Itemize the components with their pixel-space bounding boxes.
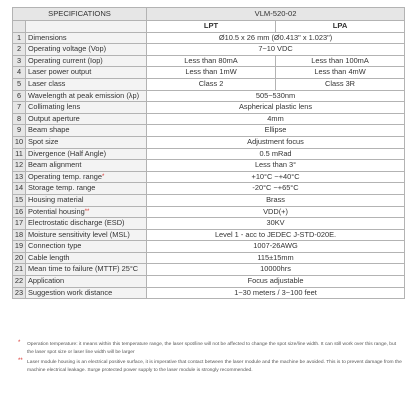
spec-label: Suggestion work distance <box>28 287 113 297</box>
row-number: 13 <box>13 171 26 183</box>
spec-label-cell <box>26 78 147 90</box>
lpa-value: Less than 100mA <box>276 55 405 67</box>
lpa-value: Less than 4mW <box>276 67 405 79</box>
spec-label-cell <box>26 44 147 56</box>
spec-value: VDD(+) <box>147 206 405 218</box>
lpt-value: Less than 1mW <box>147 67 276 79</box>
specifications-title: SPECIFICATIONS <box>13 8 147 21</box>
spec-label: Connection type <box>28 241 82 251</box>
spec-label-cell <box>26 113 147 125</box>
row-number: 6 <box>13 90 26 102</box>
spec-label-cell <box>26 148 147 160</box>
spec-value: Adjustment focus <box>147 136 405 148</box>
spec-label: Operating temp. range <box>28 171 102 181</box>
footnote-text: Laser module housing is an electrical positive surface, it is imperative that contact between the laser module and the machine be avoided. This is to prevent damage from the machine electrical leakage. Surge protected power supply to the laser module is strongly recommended. <box>27 359 402 373</box>
spec-value: 1~30 meters / 3~100 feet <box>147 287 405 299</box>
row-number: 5 <box>13 78 26 90</box>
spec-label-cell <box>26 194 147 206</box>
row-number: 17 <box>13 218 26 230</box>
row-number: 21 <box>13 264 26 276</box>
spec-label: Laser power output <box>28 67 92 77</box>
row-number: 18 <box>13 229 26 241</box>
spec-label: Wavelength at peak emission (λp) <box>28 90 140 100</box>
spec-label-cell <box>26 252 147 264</box>
spec-label-cell <box>26 125 147 137</box>
spec-row <box>13 125 405 137</box>
spec-label: Divergence (Half Angle) <box>28 148 107 158</box>
spec-value: 7~10 VDC <box>147 44 405 56</box>
row-number: 11 <box>13 148 26 160</box>
row-number: 2 <box>13 44 26 56</box>
spec-value: Aspherical plastic lens <box>147 102 405 114</box>
subheader-row <box>13 21 405 33</box>
lpt-value: Class 2 <box>147 78 276 90</box>
footnote-mark: ** <box>18 357 23 364</box>
spec-row <box>13 78 405 90</box>
row-number: 23 <box>13 287 26 299</box>
spec-label: Beam alignment <box>28 160 82 170</box>
row-number: 14 <box>13 183 26 195</box>
row-number: 3 <box>13 55 26 67</box>
spec-label: Beam shape <box>28 125 70 135</box>
spec-label: Mean time to failure (MTTF) 25°C <box>28 264 139 274</box>
spec-label: Dimensions <box>28 32 67 42</box>
spec-label-cell <box>26 264 147 276</box>
spec-label-cell <box>26 55 147 67</box>
spec-row <box>13 113 405 125</box>
spec-value: -20°C ~+65°C <box>147 183 405 195</box>
header-row <box>13 8 405 21</box>
spec-label-cell <box>26 32 147 44</box>
spec-row <box>13 206 405 218</box>
spec-value: 1007-26AWG <box>147 241 405 253</box>
spec-row <box>13 287 405 299</box>
spec-value: 30KV <box>147 218 405 230</box>
lpt-value: Less than 80mA <box>147 55 276 67</box>
row-number: 4 <box>13 67 26 79</box>
spec-row <box>13 183 405 195</box>
spec-value: 115±15mm <box>147 252 405 264</box>
lpa-column-header: LPA <box>276 21 405 33</box>
spec-label: Collimating lens <box>28 102 81 112</box>
lpt-column-header: LPT <box>147 21 276 33</box>
spec-value: Ø10.5 x 26 mm (Ø0.413" x 1.023") <box>147 32 405 44</box>
lpa-value: Class 3R <box>276 78 405 90</box>
footnote-text: Operation temperature: it means within this temperature range, the laser spot/line will not be affected to change the spot size/line width. It can still work over this range, but the laser spot size or laser line width will be larger <box>27 342 397 355</box>
row-number: 8 <box>13 113 26 125</box>
spec-value: +10°C ~+40°C <box>147 171 405 183</box>
spec-label: Moisture sensitivity level (MSL) <box>28 229 130 239</box>
spec-row <box>13 241 405 253</box>
spec-value: Less than 3° <box>147 160 405 172</box>
spec-row <box>13 67 405 79</box>
spec-label-cell <box>26 160 147 172</box>
spec-label-cell <box>26 241 147 253</box>
spec-label: Housing material <box>28 194 84 204</box>
footnote <box>18 341 402 357</box>
row-number: 12 <box>13 160 26 172</box>
spec-value: 505~530nm <box>147 90 405 102</box>
spec-row <box>13 264 405 276</box>
spec-row <box>13 148 405 160</box>
spec-sheet <box>12 7 404 299</box>
spec-row <box>13 160 405 172</box>
spec-label-cell <box>26 206 147 218</box>
row-number: 15 <box>13 194 26 206</box>
spec-label: Output aperture <box>28 113 80 123</box>
row-number: 7 <box>13 102 26 114</box>
row-number: 1 <box>13 32 26 44</box>
row-number: 10 <box>13 136 26 148</box>
footnote-mark: ** <box>84 208 90 215</box>
footnote <box>18 359 402 375</box>
spec-row <box>13 136 405 148</box>
spec-label: Operating current (Iop) <box>28 55 103 65</box>
model-name: VLM-520-02 <box>147 8 405 21</box>
spec-row <box>13 102 405 114</box>
spec-label: Cable length <box>28 252 70 262</box>
spec-value: Level 1 - acc to JEDEC J-STD-020E. <box>147 229 405 241</box>
spec-label-cell <box>26 276 147 288</box>
spec-label: Application <box>28 276 65 286</box>
spec-label: Laser class <box>28 78 66 88</box>
footnote-mark: * <box>101 173 105 180</box>
row-number: 19 <box>13 241 26 253</box>
spec-label: Spot size <box>28 136 59 146</box>
spec-label-cell <box>26 90 147 102</box>
spec-row <box>13 276 405 288</box>
spec-row <box>13 194 405 206</box>
spec-label-cell <box>26 136 147 148</box>
spec-value: Brass <box>147 194 405 206</box>
row-number: 9 <box>13 125 26 137</box>
spec-label-cell <box>26 102 147 114</box>
spec-value: Focus adjustable <box>147 276 405 288</box>
spec-label-cell <box>26 229 147 241</box>
footnotes <box>18 341 402 377</box>
spec-label-cell <box>26 171 147 183</box>
spec-label: Electrostatic discharge (ESD) <box>28 218 125 228</box>
empty-cell <box>13 21 26 33</box>
spec-table <box>12 7 405 299</box>
spec-label-cell <box>26 287 147 299</box>
spec-label-cell <box>26 67 147 79</box>
spec-value: 10000hrs <box>147 264 405 276</box>
spec-value: Ellipse <box>147 125 405 137</box>
spec-label-cell <box>26 183 147 195</box>
spec-row <box>13 90 405 102</box>
spec-label-cell <box>26 218 147 230</box>
spec-label: Potential housing <box>28 206 85 216</box>
spec-row <box>13 218 405 230</box>
spec-label: Operating voltage (Vop) <box>28 44 107 54</box>
spec-row <box>13 252 405 264</box>
spec-label: Storage temp. range <box>28 183 96 193</box>
spec-row <box>13 32 405 44</box>
spec-row <box>13 44 405 56</box>
spec-value: 0.5 mRad <box>147 148 405 160</box>
row-number: 20 <box>13 252 26 264</box>
spec-value: 4mm <box>147 113 405 125</box>
row-number: 22 <box>13 276 26 288</box>
spec-row <box>13 229 405 241</box>
empty-cell <box>26 21 147 33</box>
spec-row <box>13 171 405 183</box>
spec-row <box>13 55 405 67</box>
row-number: 16 <box>13 206 26 218</box>
footnote-mark: * <box>18 340 21 346</box>
